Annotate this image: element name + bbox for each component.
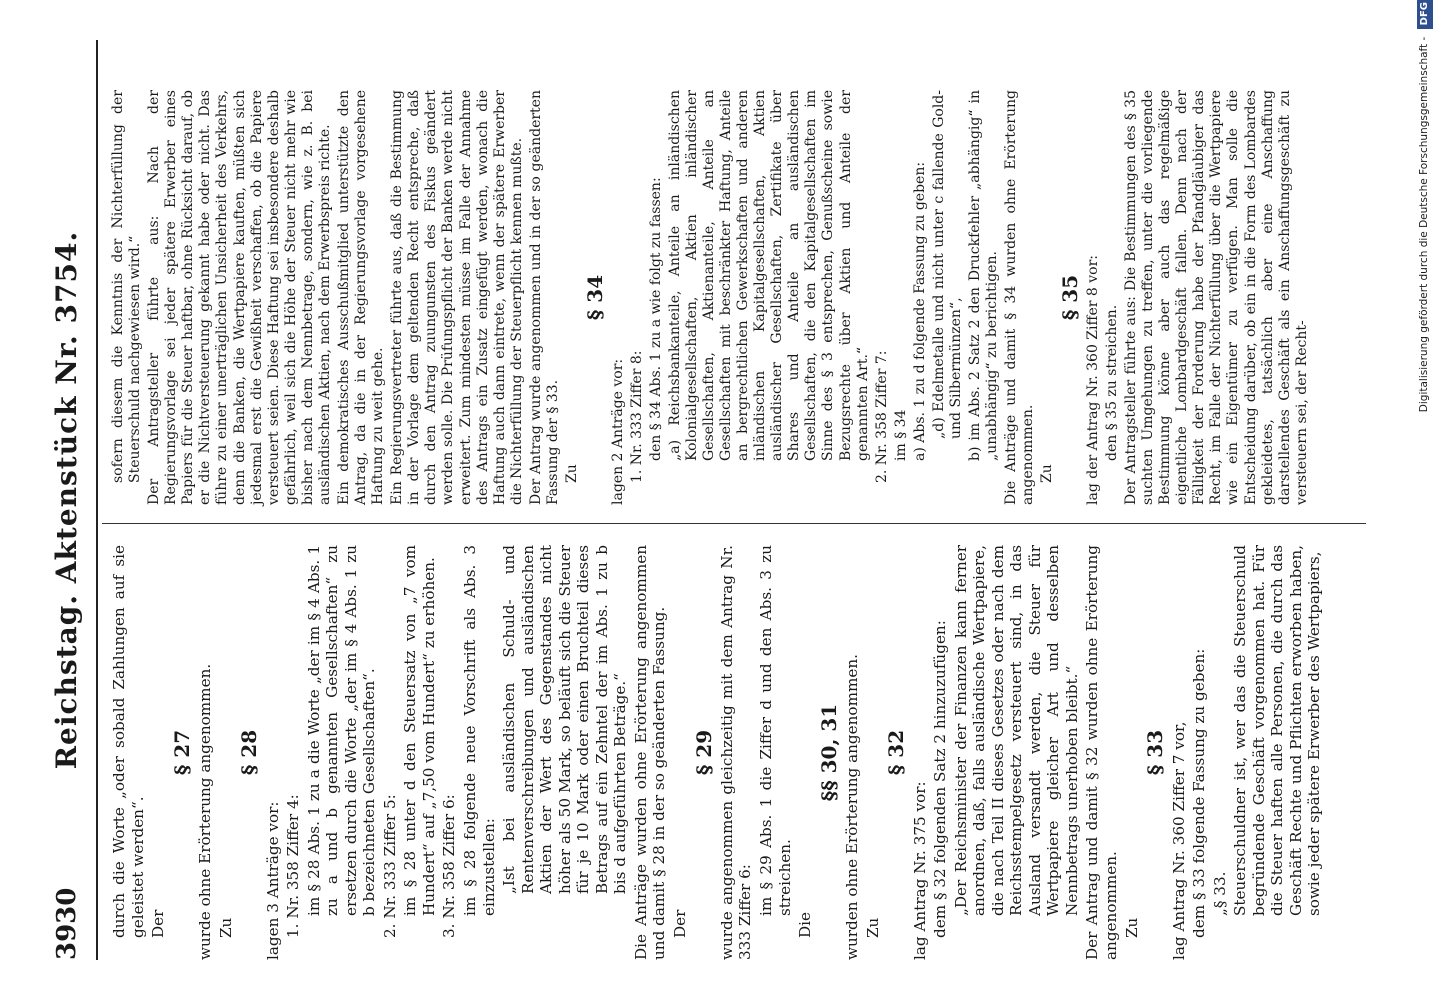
paragraph: 3. Nr. 358 Ziffer 6: [440, 794, 459, 938]
paragraph: b) im Abs. 2 Satz 2 den Druckfehler „abhängig“ in „unabhängig“ zu berichtigen. [967, 90, 1001, 461]
paragraph: Der Antrag und damit § 32 wurden ohne Erörterung angenommen. [1083, 545, 1121, 960]
paragraph: lagen 3 Anträge vor: [263, 801, 282, 960]
paragraph: dem § 32 folgenden Satz 2 hinzuzufügen: [931, 620, 950, 938]
stamp-text-container [1414, 0, 1434, 978]
section-heading: § 33 [1143, 729, 1168, 776]
paragraph: 2. Nr. 358 Ziffer 7: [873, 350, 890, 483]
column-divider [102, 523, 1366, 524]
paragraph: Ein Regierungsvertreter führte aus, daß die Bestimmung in der Vorlage dem geltenden Recht entspreche, daß durch den Antrag zuungunsten des Fiskus geändert werden solle. Die Prüfungspflicht der Banken werde nicht erweitert. Zum mindesten müsse im Falle der Annahme des Antrags ein Zusatz eingefügt werden, wonach die Haftung auch dann eintrete, wenn der spätere Erwerber die Nichterfüllung der Steuerpflicht kennen mußte. [389, 90, 525, 505]
section-lead-word: Zu [1122, 917, 1141, 938]
paragraph: „§ 33. [1210, 871, 1229, 916]
paragraph: im § 28 Abs. 1 zu a die Worte „der im § 4 Abs. 1 zu a und b genannten Gesellschaften“ zu ersetzen durch die Worte „der im § 4 Abs. 1 zu b bezeichneten Gesellschaften“. [304, 545, 379, 916]
paragraph: den § 34 Abs. 1 zu a wie folgt zu fassen: [647, 177, 664, 461]
paragraph: lag Antrag Nr. 375 vor: [910, 781, 929, 960]
page-header [40, 40, 98, 960]
paragraph: lagen 2 Anträge vor: [609, 358, 626, 505]
paragraph: „a) Reichsbankanteile, Anteile an inländischen Kolonialgesellschaften, Aktien inländischer Gesellschaften, Aktienanteile, Anteile an Gesellschaften mit beschränkter Haftung, Anteile an bergrechtlichen Gewerkschaften und anderen inländischen Kapitalgesellschaften, Aktien ausländischer Gesellschaften, Zertifikate über Shares und Anteile an ausländischen Gesellschaften, die den Kapitalgesellschaften im Sinne des § 3 entsprechen, Genußscheine sowie Bezugsrechte über Aktien und Anteile der genannten Art.“ [666, 90, 871, 461]
page-number: 3930 [52, 887, 82, 960]
paragraph: im § 28 folgende neue Vorschrift als Abs. 3 einzustellen: [460, 545, 498, 916]
paragraph: a) Abs. 1 zu d folgende Fassung zu geben: [911, 161, 928, 461]
stamp-text: Digitalisierung gefördert durch die Deutsche Forschungsgemeinschaft - [1418, 36, 1430, 413]
paragraph: den § 35 zu streichen. [1103, 304, 1120, 461]
rotated-document-page [40, 40, 1380, 960]
paragraph: lag Antrag Nr. 360 Ziffer 7 vor, [1169, 721, 1188, 960]
paragraph: Die Anträge und damit § 34 wurden ohne Erörterung angenommen. [1003, 90, 1037, 505]
paragraph: lag der Antrag Nr. 360 Ziffer 8 vor: [1084, 255, 1101, 505]
paragraph: im § 28 unter d den Steuersatz von „7 vom Hundert“ auf „7,50 vom Hundert“ zu erhöhen. [401, 545, 438, 916]
paragraph: wurde ohne Erörterung angenommen. [196, 663, 215, 960]
paragraph: Steuerschuldner ist, wer das die Steuerschuld begründende Geschäft vorgenommen hat. Für die Steuer haften alle Personen, die durch das Geschäft Rechte und Pflichten erworben haben, sowie jeder spätere Erwerber des Wertpapiers, [1231, 545, 1324, 916]
paragraph: 1. Nr. 358 Ziffer 4: [284, 794, 303, 938]
section-lead-word: Zu [564, 464, 581, 483]
section-heading: § 34 [583, 274, 608, 321]
paragraph: „d) Edelmetalle und nicht unter c fallende Gold- und Silbermünzen“, [930, 90, 964, 439]
paragraph: Die Anträge wurden ohne Erörterung angenommen und damit § 28 in der so geänderten Fassung. [631, 545, 669, 960]
section-heading: § 32 [884, 729, 909, 776]
paragraph: wurde angenommen gleichzeitig mit dem Antrag Nr. 333 Ziffer 6: [717, 545, 755, 960]
section-heading: § 27 [169, 729, 194, 776]
section-heading: § 35 [1058, 274, 1083, 321]
paragraph: 2. Nr. 333 Ziffer 5: [380, 794, 399, 938]
section-lead-word: Zu [216, 917, 235, 938]
section-lead-word: Die [796, 911, 815, 938]
paragraph: Der Antragsteller führte aus: Nach der Regierungsvorlage sei jeder spätere Erwerber eines Papiers für die Steuer haftbar, ohne Rücksicht darauf, ob er die Nichtversteuerung gekannt habe oder nicht. Das führe zu einer unerträglichen Unsicherheit des Verkehrs, denn die Banken, die Wertpapiere kauften, müßten sich jedesmal erst die Gewißheit verschaffen, ob die Papiere versteuert seien. Diese Haftung sei insbesondere deshalb gefährlich, weil sich die Höhe der Steuer nicht mehr wie bisher nach dem Nennbetrage, sondern, wie z. B. bei ausländischen Aktien, nach dem Erwerbspreis richte. [146, 90, 333, 505]
section-heading: § 29 [691, 729, 716, 776]
section-lead-word: Der [671, 909, 689, 938]
left-column [110, 545, 1360, 960]
paragraph: 1. Nr. 333 Ziffer 8: [628, 350, 645, 483]
page-title: Reichstag. Aktenstück Nr. 3754. [50, 230, 83, 770]
paragraph: durch die Worte „oder sobald Zahlungen auf sie geleistet werden“. [110, 545, 147, 938]
paragraph: wurden ohne Erörterung angenommen. [843, 654, 862, 960]
dfg-logo: DFG [1417, 0, 1433, 29]
dfg-stamp [1412, 2, 1432, 988]
paragraph: Ein demokratisches Ausschußmitglied unterstützte den Antrag, da die in der Regierungsvorlage vorgesehene Haftung zu weit gehe. [336, 90, 387, 505]
section-lead-word: Zu [863, 917, 882, 938]
paragraph: dem § 33 folgende Fassung zu geben: [1190, 648, 1209, 938]
section-lead-word: Zu [1039, 464, 1056, 483]
paragraph: Der Antragsteller führte aus: Die Bestimmungen des § 35 suchten Umgehungen zu treffen, unter die vorliegende Bestimmung könne aber auch das regelmäßige eigentliche Lombardgeschäft fallen. Denn nach der Fälligkeit der Forderung habe der Pfandgläubiger das Recht, im Falle der Nichterfüllung über die Wertpapiere wie ein Eigentümer zu verfügen. Man solle die Entscheidung darüber, ob ein in die Form des Lombardes gekleidetes, tatsächlich aber eine Anschaffung darstellendes Geschäft als ein Anschaffungsgeschäft zu versteuern sei, der Recht- [1123, 90, 1310, 505]
paragraph: im § 29 Abs. 1 die Ziffer d und den Abs. 3 zu streichen. [757, 545, 794, 916]
paragraph: im § 34 [892, 409, 909, 461]
section-heading: § 28 [237, 729, 262, 776]
paragraph: sofern diesem die Kenntnis der Nichterfüllung der Steuerschuld nachgewiesen wird.“ [110, 90, 144, 483]
paragraph: „Der Reichsminister der Finanzen kann ferner anordnen, daß, falls ausländische Wertpapiere, die nach Teil II dieses Gesetzes oder nach dem Reichsstempelgesetz versteuert sind, in das Ausland versandt werden, die Steuer für Wertpapiere gleicher Art und desselben Nennbetrags unerhoben bleibt.“ [951, 545, 1081, 916]
section-heading: §§ 30, 31 [816, 703, 841, 802]
paragraph: Der Antrag wurde angenommen und in der so geänderten Fassung der § 33. [527, 90, 561, 505]
paragraph: „Ist bei ausländischen Schuld- und Rentenverschreibungen und ausländischen Aktien der Wert des Gegenstandes nicht höher als 50 Mark, so beläuft sich die Steuer für je 10 Mark oder einen Bruchteil dieses Betrags auf ein Zehntel der im Abs. 1 zu b bis d aufgeführten Beträge.“ [500, 545, 630, 894]
right-column [110, 90, 1360, 505]
section-lead-word: Der [149, 909, 168, 938]
